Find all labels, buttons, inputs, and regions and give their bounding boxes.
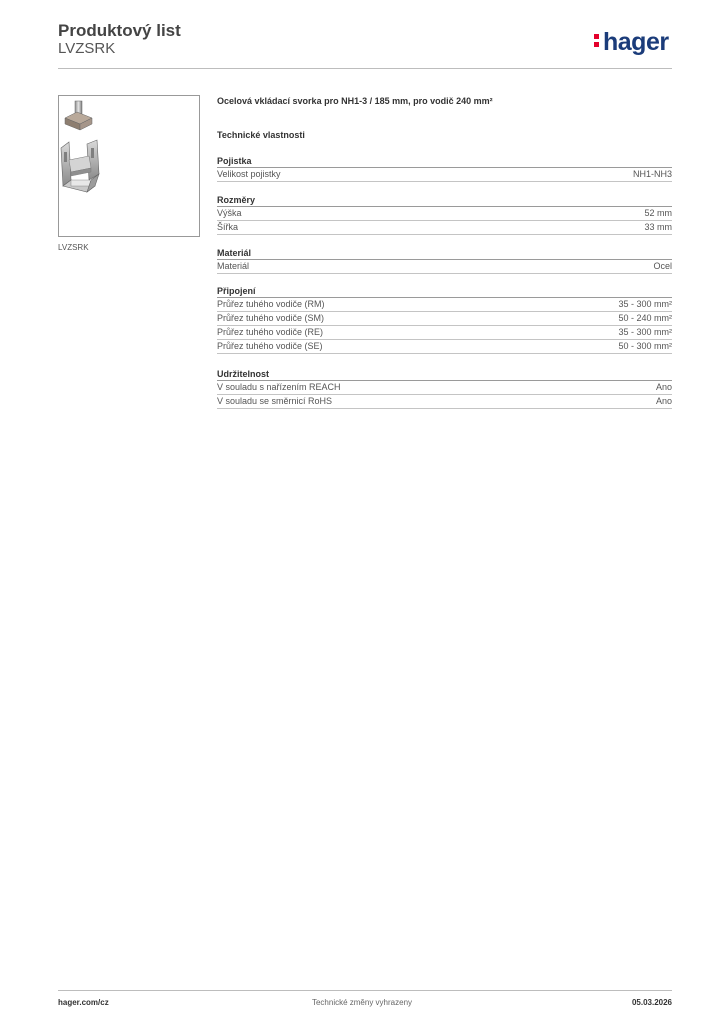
spec-value: NH1-NH3: [632, 169, 672, 179]
spec-label: Průřez tuhého vodiče (RM): [217, 299, 325, 309]
footer-date: 05.03.2026: [631, 998, 672, 1007]
spec-label: Materiál: [217, 261, 250, 271]
spec-row: [217, 326, 672, 340]
spec-value: 50 - 300 mm²: [618, 341, 672, 351]
terminal-clamp-icon: [59, 96, 199, 236]
spec-label: Šířka: [217, 222, 239, 232]
spec-row: [217, 168, 672, 182]
spec-row: [217, 207, 672, 221]
footer-website-link[interactable]: hager.com/cz: [58, 998, 109, 1007]
section-pojistka: [217, 155, 672, 182]
spec-label: Výška: [217, 208, 242, 218]
spec-value: Ano: [655, 382, 672, 392]
section-title: Rozměry: [217, 194, 672, 207]
page-title: Produktový list: [58, 21, 181, 40]
tech-heading: Technické vlastnosti: [217, 130, 305, 140]
spec-value: 35 - 300 mm²: [618, 327, 672, 337]
section-rozmery: [217, 194, 672, 235]
spec-value: 33 mm: [644, 222, 672, 232]
footer-notice: Technické změny vyhrazeny: [311, 998, 413, 1007]
section-material: [217, 247, 672, 274]
product-image: [58, 95, 200, 237]
spec-label: V souladu se směrnicí RoHS: [217, 396, 333, 406]
spec-label: V souladu s nařízením REACH: [217, 382, 341, 392]
spec-row: [217, 340, 672, 354]
spec-label: Velikost pojistky: [217, 169, 281, 179]
spec-label: Průřez tuhého vodiče (SM): [217, 313, 325, 323]
spec-value: 52 mm: [644, 208, 672, 218]
section-udrzitelnost: [217, 368, 672, 409]
spec-value: Ocel: [653, 261, 672, 271]
section-title: Udržitelnost: [217, 368, 672, 381]
spec-row: [217, 381, 672, 395]
spec-row: [217, 312, 672, 326]
spec-label: Průřez tuhého vodiče (SE): [217, 341, 323, 351]
product-description: [217, 96, 493, 106]
logo-dots-icon: [594, 28, 600, 50]
footer-divider: [58, 990, 672, 991]
spec-row: [217, 298, 672, 312]
spec-value: Ano: [655, 396, 672, 406]
section-title: Materiál: [217, 247, 672, 260]
spec-row: [217, 221, 672, 235]
spec-value: 50 - 240 mm²: [618, 313, 672, 323]
header-divider: [58, 68, 672, 69]
logo-text: hager: [603, 28, 669, 56]
spec-row: [217, 395, 672, 409]
spec-row: [217, 260, 672, 274]
section-title: Pojistka: [217, 155, 672, 168]
spec-value: 35 - 300 mm²: [618, 299, 672, 309]
product-description-text: Ocelová vkládací svorka pro NH1-3 / 185 mm, pro vodič 240 mm²: [217, 96, 493, 106]
section-pripojeni: [217, 285, 672, 354]
section-title: Připojení: [217, 285, 672, 298]
spec-label: Průřez tuhého vodiče (RE): [217, 327, 324, 337]
hager-logo: [594, 28, 669, 56]
product-code-subtitle: LVZSRK: [58, 40, 116, 57]
image-caption: LVZSRK: [58, 243, 89, 252]
